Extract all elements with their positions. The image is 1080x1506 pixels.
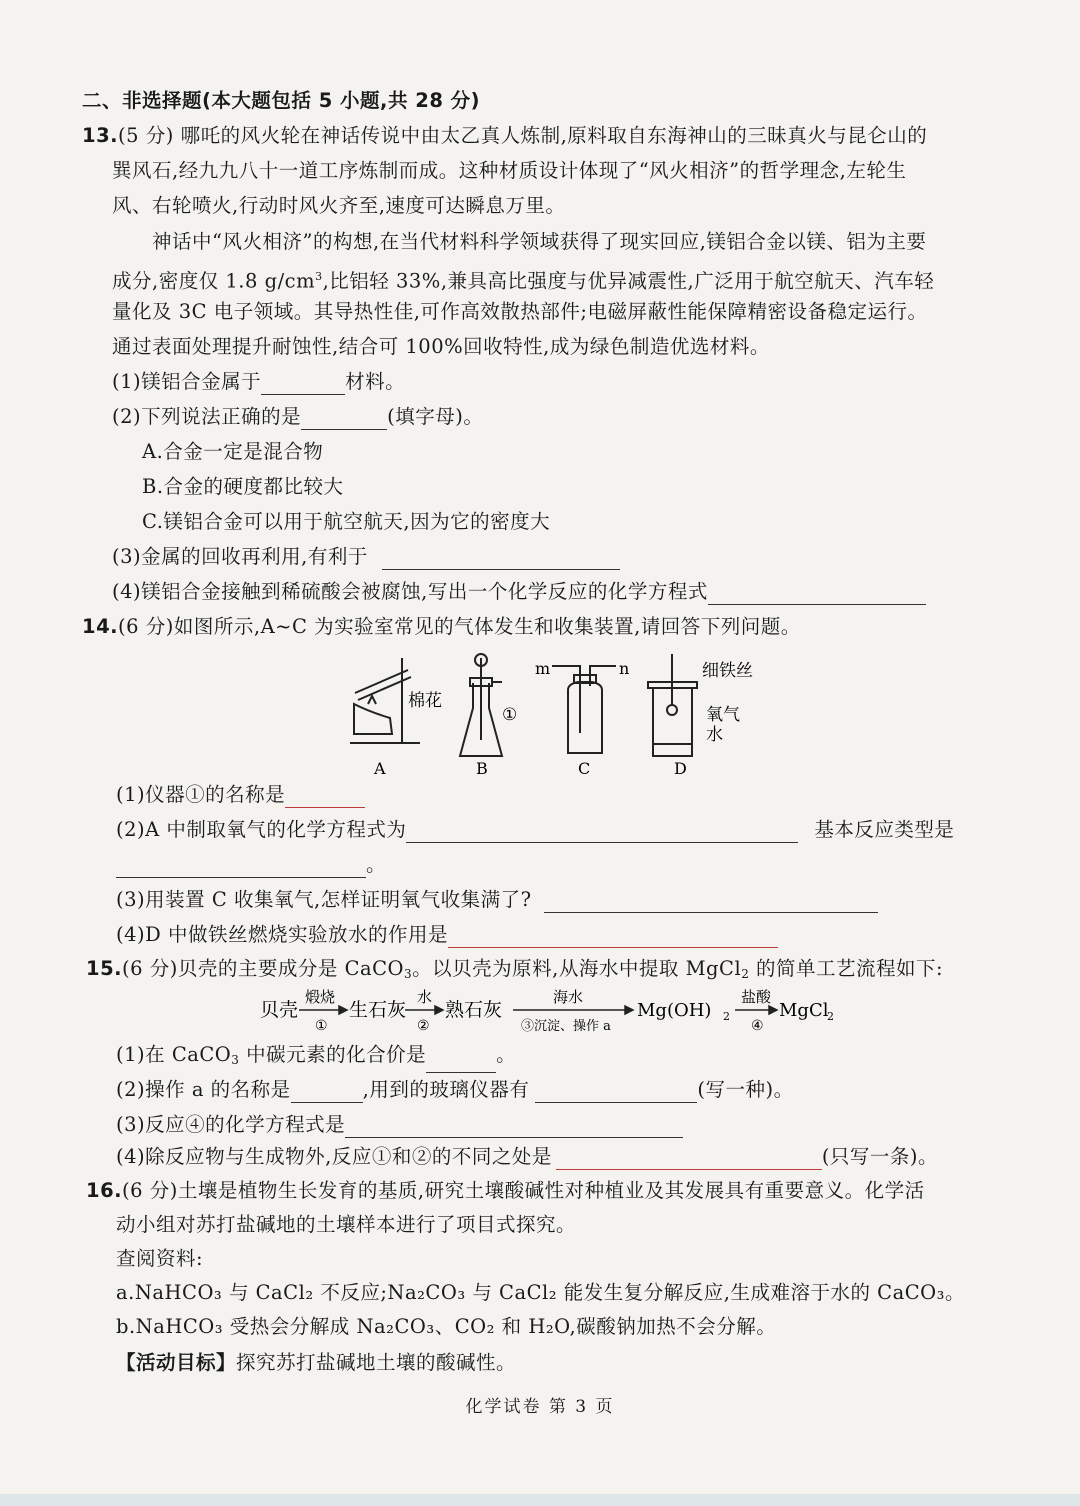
q13-para2-line-2 [112,264,934,295]
q14-sub-1 [116,782,365,808]
q13-para2-line-4: 通过表面处理提升耐蚀性,结合可 100%回收特性,成为绿色制造优选材料。 [112,335,770,358]
subscript-3: 3 [404,967,413,981]
label-b: B [476,759,488,778]
activity-goal-tag: 【活动目标】 [116,1351,237,1374]
q15-sub-3-label: (3)反应④的化学方程式是 [116,1113,346,1136]
label-c: C [578,759,591,778]
q14-sub-2-type: 基本反应类型是 [814,818,955,841]
flow-arrow-3-bottom: ③沉淀、操作 a [521,1019,611,1034]
flow-subscript-2b: 2 [827,1010,834,1023]
q15-intro-a: (6 分)贝壳的主要成分是 CaCO [122,957,405,980]
label-n: n [619,659,630,678]
answer-blank[interactable] [261,374,345,395]
answer-blank[interactable] [448,927,778,948]
q15-sub-1-label: (1)在 CaCO [116,1043,232,1066]
q13-line-2: 巽风石,经九九八十一道工序炼制而成。这种材质设计体现了“风火相济”的哲学理念,左轮生 [112,159,907,182]
q14-number: 14. [82,615,119,638]
density-text-rest: ,比铝轻 33%,兼具高比强度与优异减震性,广泛用于航空航天、汽车轻 [322,269,935,293]
activity-goal-text: 探究苏打盐碱地土壤的酸碱性。 [236,1351,517,1374]
q15-sub-4-label: (4)除反应物与生成物外,反应①和②的不同之处是 [116,1145,552,1168]
q15-sub-2-label: (2)操作 a 的名称是 [116,1078,291,1101]
label-oxygen: 氧气 [706,705,740,725]
q16-number: 16. [86,1179,123,1202]
answer-blank[interactable] [291,1082,363,1103]
q13-sub-1-tail: 材料。 [345,370,406,393]
q16-line-2: 动小组对苏打盐碱地的土壤样本进行了项目式探究。 [116,1213,577,1236]
q16-reference-title: 查阅资料: [116,1247,204,1270]
q13-sub-1-label: (1)镁铝合金属于 [112,370,262,393]
page-footer: 化学试卷 第 3 页 [465,1397,615,1417]
q13-sub-2 [112,404,483,430]
q15-intro-b: 。以贝壳为原料,从海水中提取 MgCl [412,957,742,980]
q15-sub-4 [116,1144,938,1170]
answer-blank[interactable] [406,822,798,843]
q15-sub-3 [116,1112,683,1138]
q14-sub-2-end: 。 [366,853,387,876]
answer-blank[interactable] [535,1082,697,1103]
flow-arrow-3-top: 海水 [553,988,584,1006]
answer-blank[interactable] [556,1149,822,1170]
q15-sub-1-end: 。 [496,1043,517,1066]
flow-arrow-4-top: 盐酸 [741,988,772,1006]
q16-reference-b: b.NaHCO₃ 受热会分解成 Na₂CO₃、CO₂ 和 H₂O,碳酸钠加热不会分解。 [116,1315,777,1338]
answer-blank[interactable] [345,1117,683,1138]
q13-para2-line-3: 量化及 3C 电子领域。其导热性佳,可作高效散热部件;电磁屏蔽性能保障精密设备稳定运行。 [112,300,928,323]
flow-arrow-1-bottom: ① [315,1018,328,1034]
q14-sub-2 [116,817,954,843]
flow-arrow-2-top: 水 [417,988,433,1006]
flow-arrow-2-bottom: ② [417,1018,430,1034]
q13-number: 13. [82,124,119,147]
q16-activity-goal [116,1350,516,1376]
flow-shell: 贝壳 [260,999,299,1021]
label-circle-1: ① [502,705,518,725]
label-m: m [535,659,551,678]
alcohol-lamp [354,704,392,734]
flow-subscript-2a: 2 [723,1010,730,1023]
q13-line-3: 风、右轮喷火,行动时风火齐至,速度可达瞬息万里。 [112,194,566,217]
flow-arrow-4-bottom: ④ [751,1018,764,1034]
q16-reference-a: a.NaHCO₃ 与 CaCl₂ 不反应;Na₂CO₃ 与 CaCl₂ 能发生复分解反应,生成难溶于水的 CaCO₃。 [116,1281,965,1304]
q15-number: 15. [86,957,123,980]
gas-bottle [568,682,602,753]
density-text: 成分,密度仅 1.8 g/cm [112,269,316,293]
label-cotton: 棉花 [408,691,442,711]
q13-text-1: (5 分) 哪吒的风火轮在神话传说中由太乙真人炼制,原料取自东海神山的三昧真火与昆仑山的 [118,124,928,147]
q15-intro-c: 的简单工艺流程如下: [749,957,944,980]
q14-sub-3 [116,887,878,913]
q13-sub-3-label: (3)金属的回收再利用,有利于 [112,545,368,568]
answer-blank[interactable] [301,409,387,430]
q14-sub-2-label: (2)A 中制取氧气的化学方程式为 [116,818,407,841]
q15-sub-2-end: (写一种)。 [697,1078,794,1101]
q15-sub-2-mid: ,用到的玻璃仪器有 [362,1078,530,1101]
q15-sub-4-end: (只写一条)。 [821,1145,939,1168]
option-b: B.合金的硬度都比较大 [142,475,344,498]
q16-text-1: (6 分)土壤是植物生长发育的基质,研究土壤酸碱性对种植业及其发展具有重要意义。化学活 [122,1179,925,1202]
label-iron-wire: 细铁丝 [702,661,753,681]
density-superscript: 3 [315,270,323,283]
subscript-2: 2 [741,967,750,981]
flow-arrow-1-top: 煅烧 [305,988,336,1006]
q15-sub-1-mid: 中碳元素的化合价是 [239,1043,427,1066]
flow-quicklime: 生石灰 [349,999,407,1021]
flow-mg-oh: Mg(OH) [637,1000,712,1021]
option-a: A.合金一定是混合物 [142,440,324,463]
answer-blank[interactable] [285,787,365,808]
answer-blank[interactable] [116,857,366,878]
q13-sub-4 [112,579,926,605]
q14-intro-line [82,614,801,640]
answer-blank[interactable] [382,549,620,570]
q13-sub-2-tail: (填字母)。 [387,405,484,428]
label-d: D [674,759,687,778]
option-c: C.镁铝合金可以用于航空航天,因为它的密度大 [142,510,551,533]
q14-sub-2-cont [116,852,386,878]
answer-blank[interactable] [544,892,878,913]
flow-mgcl: MgCl [779,1000,829,1021]
label-a: A [374,759,386,778]
q13-line-1 [82,123,927,149]
subscript-3: 3 [231,1053,240,1067]
q16-line-1 [86,1178,925,1204]
q15-sub-2 [116,1077,794,1103]
flow-slaked-lime: 熟石灰 [445,999,503,1021]
q14-sub-4 [116,922,778,948]
q13-sub-3 [112,544,620,570]
apparatus-figure [330,648,770,778]
process-flow [255,984,845,1036]
q14-sub-1-label: (1)仪器①的名称是 [116,783,286,806]
answer-blank[interactable] [708,584,926,605]
q13-sub-1 [112,369,405,395]
label-water: 水 [706,725,723,745]
q14-sub-4-label: (4)D 中做铁丝燃烧实验放水的作用是 [116,923,448,946]
q14-sub-3-label: (3)用装置 C 收集氧气,怎样证明氧气收集满了? [116,888,532,911]
scan-edge [0,1494,1080,1506]
q13-para2-line-1: 神话中“风火相济”的构想,在当代材料科学领域获得了现实回应,镁铝合金以镁、铝为主要 [152,230,927,253]
answer-blank[interactable] [426,1052,496,1073]
q13-sub-4-label: (4)镁铝合金接触到稀硫酸会被腐蚀,写出一个化学反应的化学方程式 [112,580,708,603]
q15-sub-1 [116,1042,516,1073]
q13-sub-2-label: (2)下列说法正确的是 [112,405,302,428]
q14-intro: (6 分)如图所示,A~C 为实验室常见的气体发生和收集装置,请回答下列问题。 [118,615,801,638]
section-title: 二、非选择题(本大题包括 5 小题,共 28 分) [82,89,481,112]
q15-intro-line [86,956,943,987]
